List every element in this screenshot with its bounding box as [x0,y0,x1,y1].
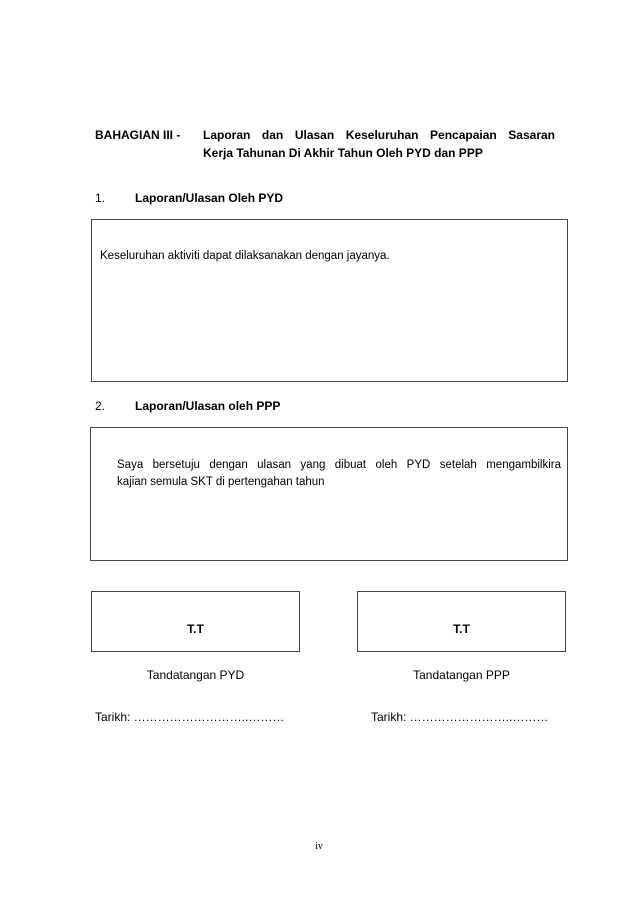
item-2-number: 2. [95,399,106,413]
pyd-signature-text: T.T [187,622,204,636]
page-number: iv [315,841,323,852]
pyd-report-text: Keseluruhan aktiviti dapat dilaksanakan dengan jayanya. [100,250,390,262]
item-1-heading: Laporan/Ulasan Oleh PYD [135,191,284,205]
item-2-heading: Laporan/Ulasan oleh PPP [135,399,281,413]
ppp-date: Tarikh: ……………………..……… [371,710,549,724]
ppp-report-text-line1: Saya bersetuju dengan ulasan yang dibuat oleh PYD setelah mengambilkira [117,459,561,471]
section-title-line1: Laporan dan Ulasan Keseluruhan Pencapaian Sasaran [203,128,555,142]
item-1-number: 1. [95,191,106,205]
ppp-signature-box[interactable] [357,591,566,652]
pyd-date: Tarikh: ………………………..……… [95,710,285,724]
ppp-signature-caption: Tandatangan PPP [413,668,510,682]
section-title-line2: Kerja Tahunan Di Akhir Tahun Oleh PYD dan PPP [203,146,483,160]
ppp-signature-text: T.T [453,622,470,636]
ppp-report-box[interactable] [90,427,568,561]
ppp-report-text-line2: kajian semula SKT di pertengahan tahun [117,476,325,488]
pyd-signature-caption: Tandatangan PYD [146,668,245,682]
pyd-report-box[interactable] [91,219,568,382]
section-label: BAHAGIAN III - [95,128,181,142]
pyd-signature-box[interactable] [91,591,300,652]
